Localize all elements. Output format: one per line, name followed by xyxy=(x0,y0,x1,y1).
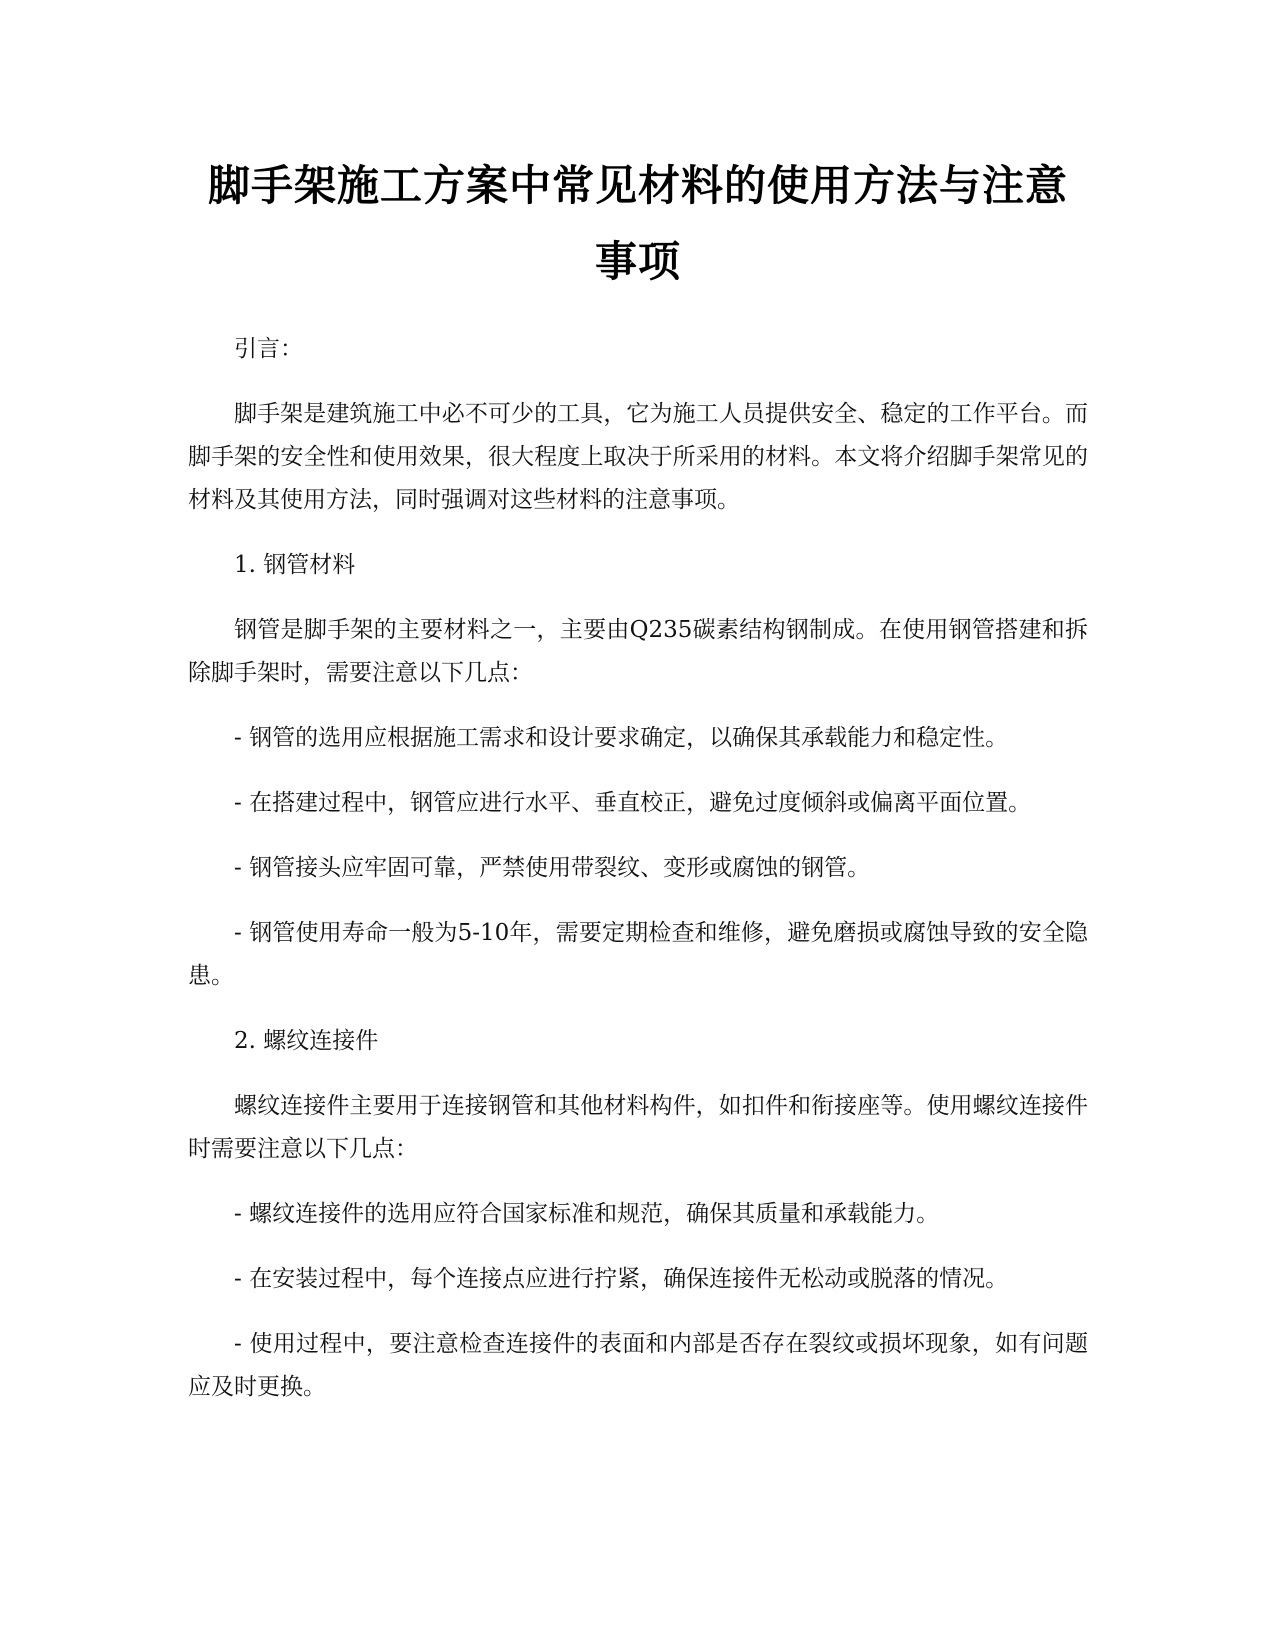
steel-pipe-paragraph: 钢管是脚手架的主要材料之一，主要由Q235碳素结构钢制成。在使用钢管搭建和拆除脚手架时，需要注意以下几点： xyxy=(188,617,1088,686)
section-heading-steel-pipe: 1. 钢管材料 xyxy=(234,552,356,578)
section-heading-threaded-connector: 2. 螺纹连接件 xyxy=(234,1028,379,1054)
steel-pipe-point-1: - 钢管的选用应根据施工需求和设计要求确定，以确保其承载能力和稳定性。 xyxy=(234,725,1009,751)
steel-pipe-point-2: - 在搭建过程中，钢管应进行水平、垂直校正，避免过度倾斜或偏离平面位置。 xyxy=(234,790,1032,816)
steel-pipe-point-3: - 钢管接头应牢固可靠，严禁使用带裂纹、变形或腐蚀的钢管。 xyxy=(234,855,871,881)
threaded-connector-point-2: - 在安装过程中，每个连接点应进行拧紧，确保连接件无松动或脱落的情况。 xyxy=(234,1266,1009,1292)
document-content xyxy=(188,148,1088,1431)
threaded-connector-point-1: - 螺纹连接件的选用应符合国家标准和规范，确保其质量和承载能力。 xyxy=(234,1201,940,1227)
intro-label: 引言： xyxy=(234,336,303,362)
threaded-connector-point-3: - 使用过程中，要注意检查连接件的表面和内部是否存在裂纹或损坏现象，如有问题应及时更换。 xyxy=(188,1331,1088,1400)
intro-paragraph: 脚手架是建筑施工中必不可少的工具，它为施工人员提供安全、稳定的工作平台。而脚手架的安全性和使用效果，很大程度上取决于所采用的材料。本文将介绍脚手架常见的材料及其使用方法，同时强调对这些材料的注意事项。 xyxy=(188,401,1088,513)
document-body xyxy=(188,328,1088,1409)
steel-pipe-point-4: - 钢管使用寿命一般为5-10年，需要定期检查和维修，避免磨损或腐蚀导致的安全隐患。 xyxy=(188,920,1088,989)
document-title: 脚手架施工方案中常见材料的使用方法与注意事项 xyxy=(207,161,1068,286)
threaded-connector-paragraph: 螺纹连接件主要用于连接钢管和其他材料构件，如扣件和衔接座等。使用螺纹连接件时需要注意以下几点： xyxy=(188,1093,1088,1162)
